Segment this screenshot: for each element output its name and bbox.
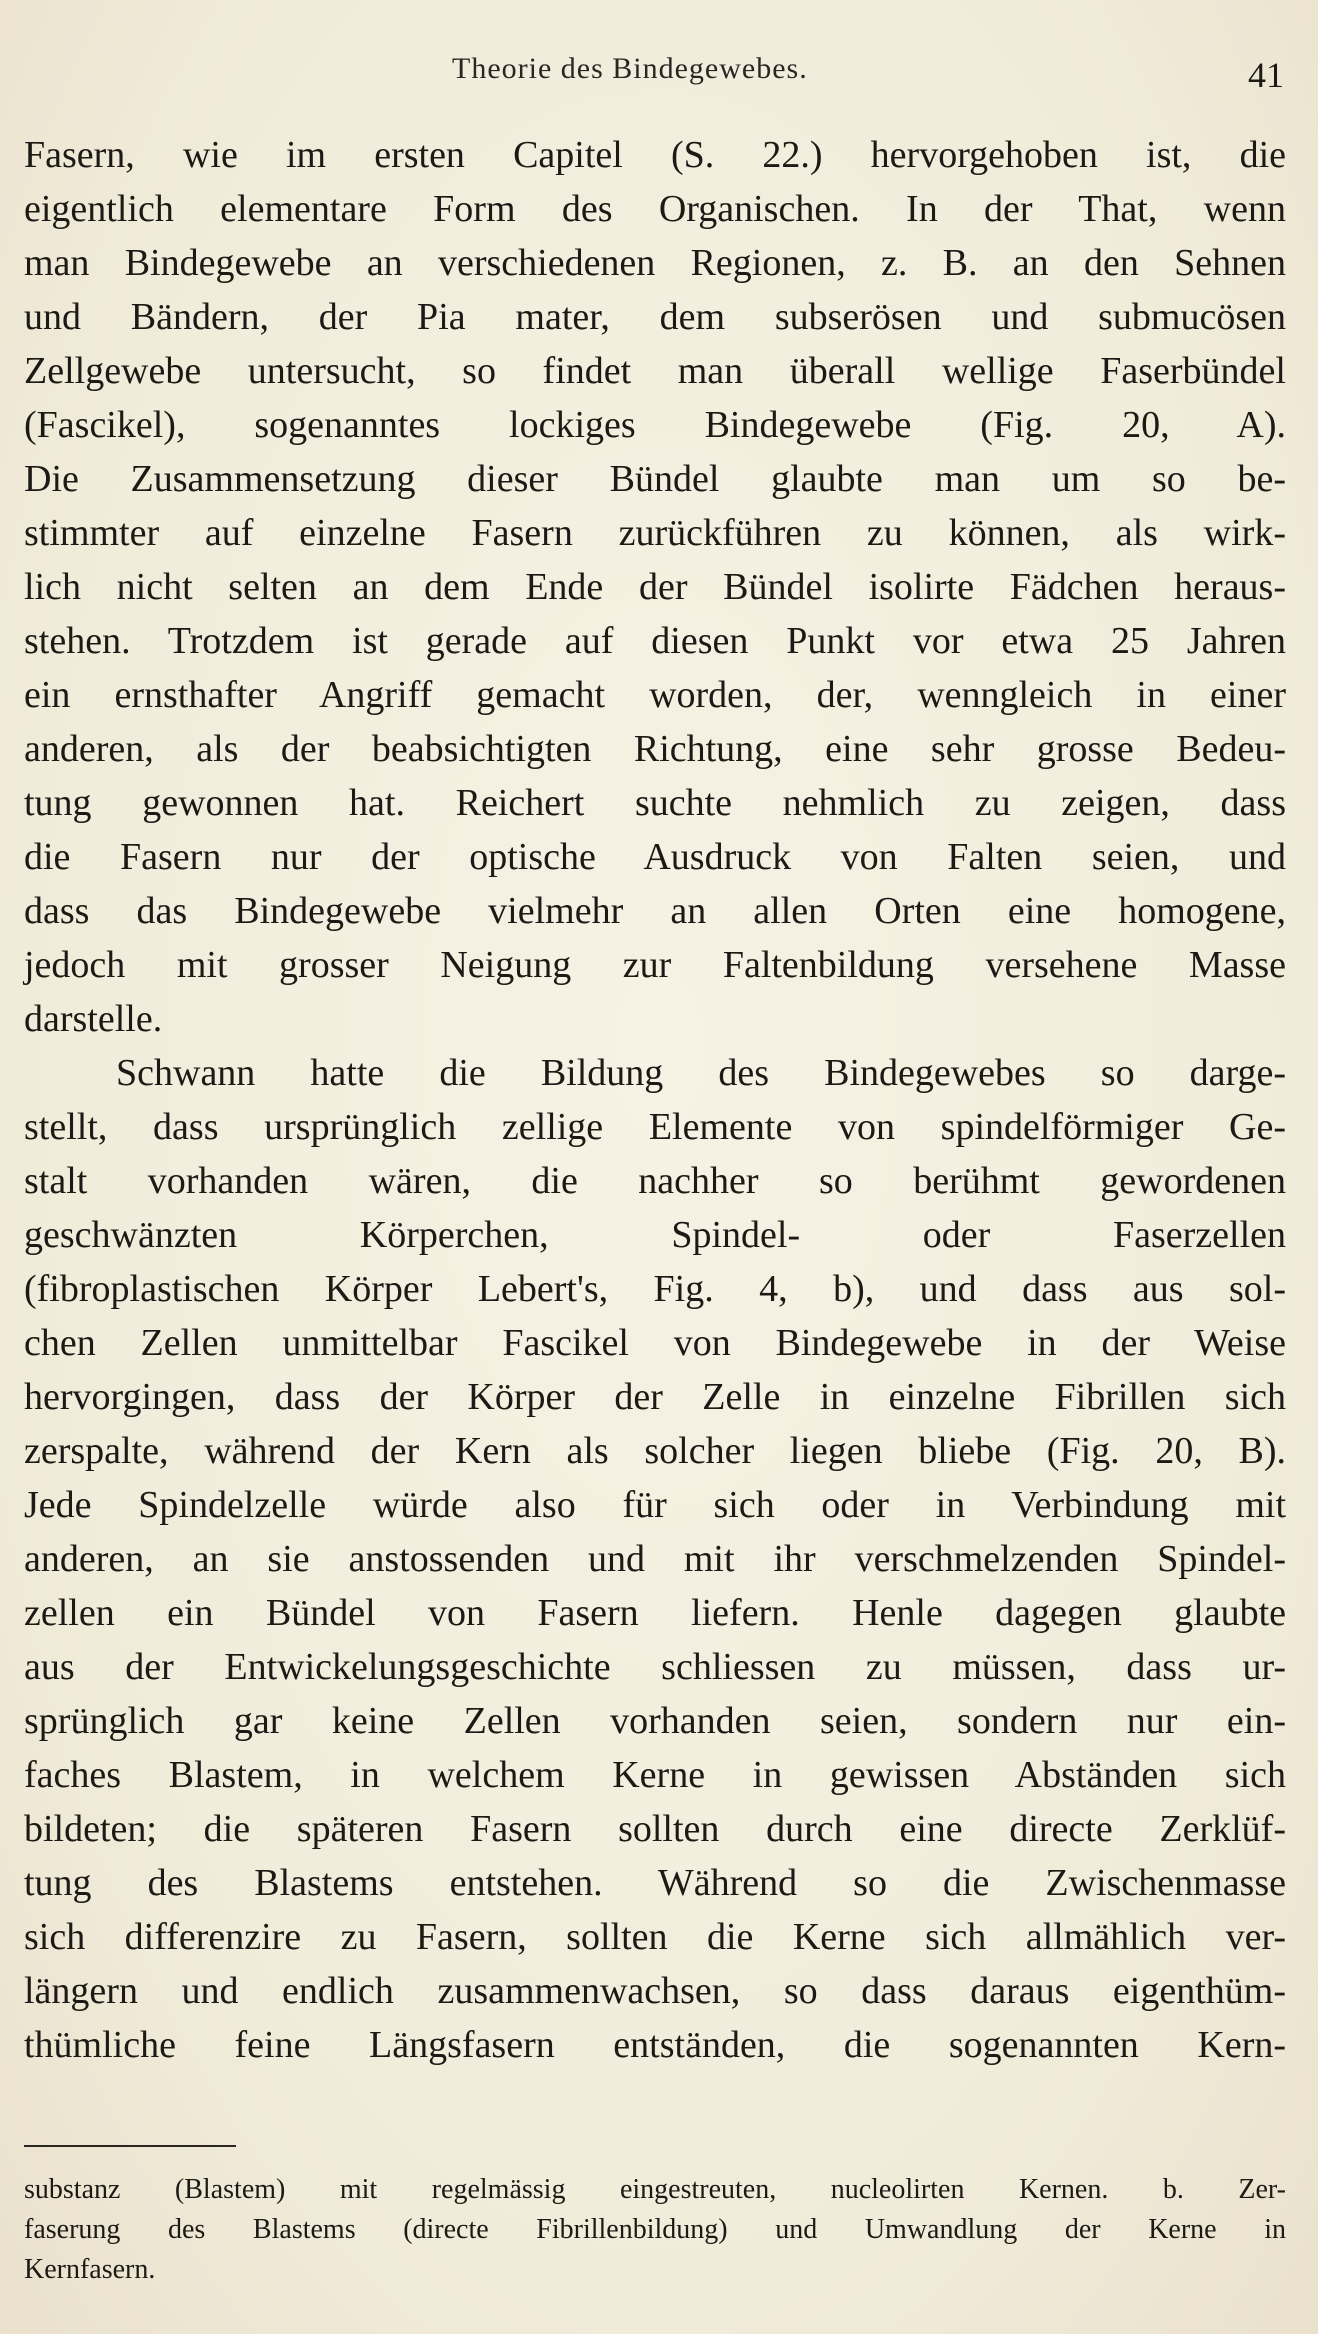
text-line: sich differenzire zu Fasern, sollten die Kerne sich allmählich ver- <box>24 1916 1286 1958</box>
running-head: Theorie des Bindegewebes. <box>452 52 808 85</box>
text-line: geschwänzten Körperchen, Spindel- oder Faserzellen <box>24 1214 1286 1256</box>
text-line: thümliche feine Längsfasern entständen, die sogenannten Kern- <box>24 2024 1286 2066</box>
text-line: aus der Entwickelungsgeschichte schliessen zu müssen, dass ur- <box>24 1646 1286 1688</box>
text-line: chen Zellen unmittelbar Fascikel von Bindegewebe in der Weise <box>24 1322 1286 1364</box>
footnote-line: substanz (Blastem) mit regelmässig eingestreuten, nucleolirten Kernen. b. Zer- <box>24 2174 1286 2205</box>
footnote-line: Kernfasern. <box>24 2254 156 2285</box>
text-line: eigentlich elementare Form des Organischen. In der That, wenn <box>24 188 1286 230</box>
text-line: anderen, als der beabsichtigten Richtung, eine sehr grosse Bedeu- <box>24 728 1286 770</box>
text-line: faches Blastem, in welchem Kerne in gewissen Abständen sich <box>24 1754 1286 1796</box>
text-line: bildeten; die späteren Fasern sollten durch eine directe Zerklüf- <box>24 1808 1286 1850</box>
text-line: tung gewonnen hat. Reichert suchte nehmlich zu zeigen, dass <box>24 782 1286 824</box>
text-line: anderen, an sie anstossenden und mit ihr verschmelzenden Spindel- <box>24 1538 1286 1580</box>
text-line: tung des Blastems entstehen. Während so die Zwischenmasse <box>24 1862 1286 1904</box>
text-line: lich nicht selten an dem Ende der Bündel isolirte Fädchen heraus- <box>24 566 1286 608</box>
text-line: längern und endlich zusammenwachsen, so dass daraus eigenthüm- <box>24 1970 1286 2012</box>
page-header <box>0 48 1318 108</box>
text-line: und Bändern, der Pia mater, dem subserösen und submucösen <box>24 296 1286 338</box>
footnote <box>24 2170 1286 2290</box>
text-line: Zellgewebe untersucht, so findet man überall wellige Faserbündel <box>24 350 1286 392</box>
text-line: (Fascikel), sogenanntes lockiges Bindegewebe (Fig. 20, A). <box>24 404 1286 446</box>
text-line: Jede Spindelzelle würde also für sich oder in Verbindung mit <box>24 1484 1286 1526</box>
text-line: stimmter auf einzelne Fasern zurückführen zu können, als wirk- <box>24 512 1286 554</box>
text-line: jedoch mit grosser Neigung zur Faltenbildung versehene Masse <box>24 944 1286 986</box>
text-line: stellt, dass ursprünglich zellige Elemente von spindelförmiger Ge- <box>24 1106 1286 1148</box>
text-line: stehen. Trotzdem ist gerade auf diesen Punkt vor etwa 25 Jahren <box>24 620 1286 662</box>
footnote-divider <box>24 2145 236 2147</box>
text-line: (fibroplastischen Körper Lebert's, Fig. 4, b), und dass aus sol- <box>24 1268 1286 1310</box>
text-line: dass das Bindegewebe vielmehr an allen Orten eine homogene, <box>24 890 1286 932</box>
body-text <box>24 128 1286 2072</box>
text-line: die Fasern nur der optische Ausdruck von Falten seien, und <box>24 836 1286 878</box>
text-line: Fasern, wie im ersten Capitel (S. 22.) hervorgehoben ist, die <box>24 134 1286 176</box>
footnote-line: faserung des Blastems (directe Fibrillenbildung) und Umwandlung der Kerne in <box>24 2214 1286 2245</box>
text-line: hervorgingen, dass der Körper der Zelle in einzelne Fibrillen sich <box>24 1376 1286 1418</box>
text-line: stalt vorhanden wären, die nachher so berühmt gewordenen <box>24 1160 1286 1202</box>
text-line: ein ernsthafter Angriff gemacht worden, der, wenngleich in einer <box>24 674 1286 716</box>
text-line: sprünglich gar keine Zellen vorhanden seien, sondern nur ein- <box>24 1700 1286 1742</box>
text-line-paragraph-start: Schwann hatte die Bildung des Bindegewebes so darge- <box>116 1052 1286 1094</box>
text-line: zellen ein Bündel von Fasern liefern. Henle dagegen glaubte <box>24 1592 1286 1634</box>
text-line: Die Zusammensetzung dieser Bündel glaubte man um so be- <box>24 458 1286 500</box>
text-line: man Bindegewebe an verschiedenen Regionen, z. B. an den Sehnen <box>24 242 1286 284</box>
text-line: zerspalte, während der Kern als solcher liegen bliebe (Fig. 20, B). <box>24 1430 1286 1472</box>
page-number: 41 <box>1248 55 1284 95</box>
text-line-paragraph-end: darstelle. <box>24 998 163 1040</box>
